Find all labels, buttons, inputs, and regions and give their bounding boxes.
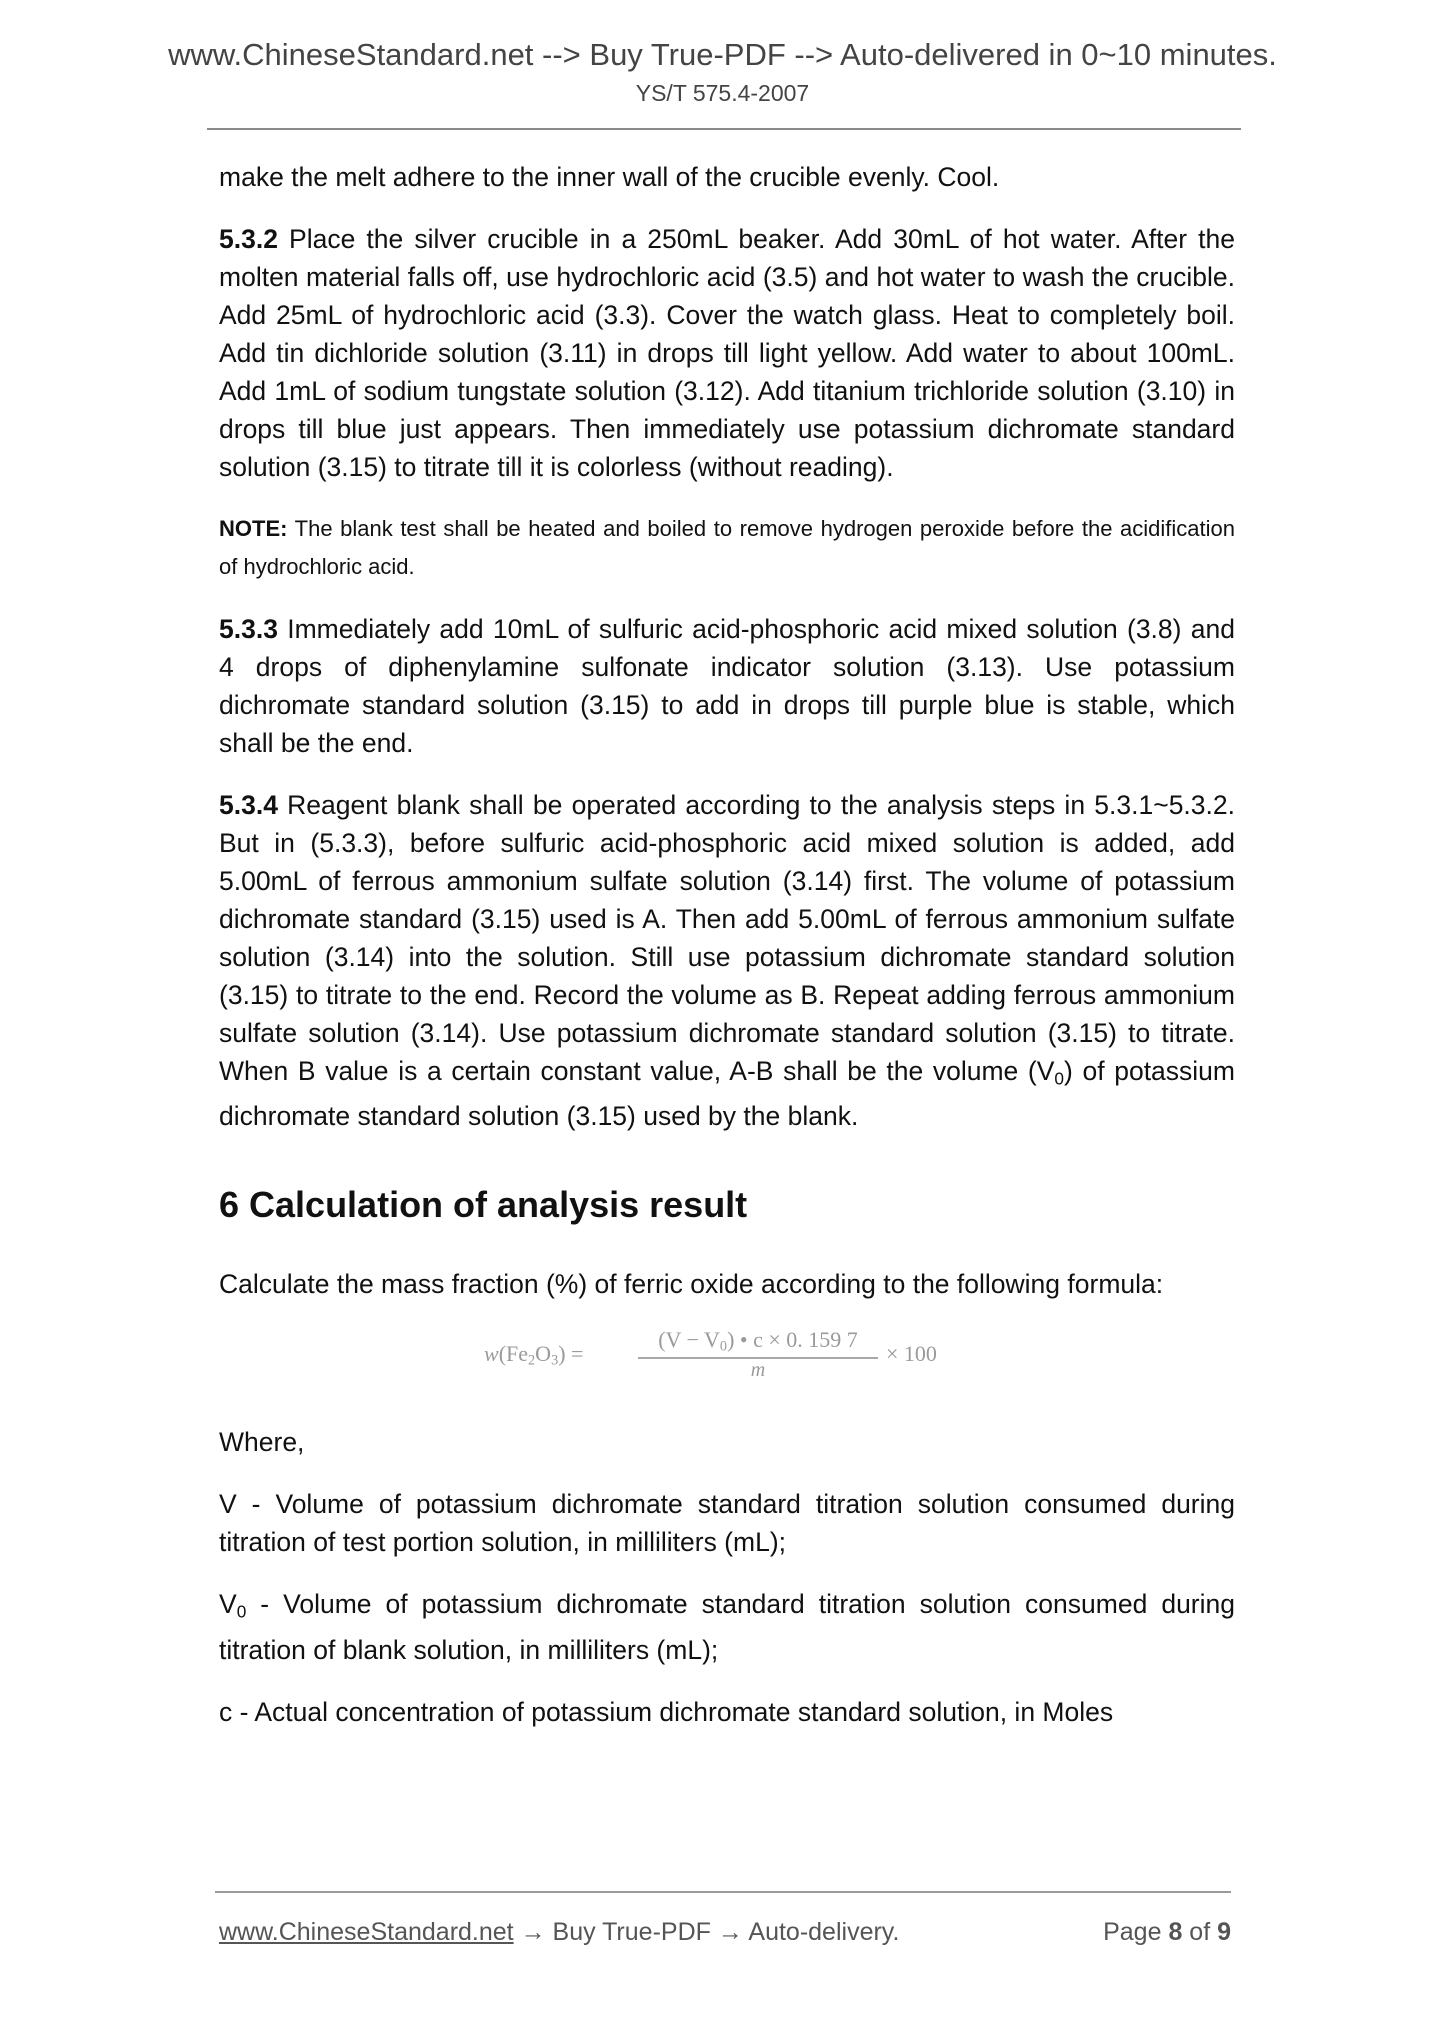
clause-number: 5.3.3 <box>219 614 278 644</box>
standard-code: YS/T 575.4-2007 <box>635 80 810 106</box>
formula-text: ) • c × 0. 159 7 <box>727 1327 858 1353</box>
clause-text: Immediately add 10mL of sulfuric acid-phosphoric acid mixed solution (3.8) and 4 drops of diphenylamine sulfonate indicator solution (3.13). Use potassium dichromate standard solution (3.15) to add in drops till purple blue is stable, which shall be the end. <box>219 614 1235 758</box>
definition-symbol: c <box>219 1696 233 1727</box>
footer-promo <box>219 1918 899 1947</box>
section-heading: 6 Calculation of analysis result <box>219 1184 748 1226</box>
formula-image <box>219 1327 1235 1383</box>
clause-number: 5.3.2 <box>219 224 278 254</box>
formula-denominator: m <box>750 1358 766 1381</box>
clause-number: 5.3.4 <box>219 790 278 820</box>
clause-text: Reagent blank shall be operated according to the analysis steps in 5.3.1~5.3.2. But in (5.3.3), before sulfuric acid-phosphoric acid mixed solution is added, add 5.00mL of ferrous ammonium sulfate solution (3.14) first. The volume of potassium dichromate standard (3.15) used is A. Then add 5.00mL of ferrous ammonium sulfate solution (3.14) into the solution. Still use potassium dichromate standard solution (3.15) to titrate to the end. Record the volume as B. Repeat adding ferrous ammonium sulfate solution (3.14). Use potassium dichromate standard solution (3.15) to titrate. When B value is a certain constant value, A-B shall be the volume (V <box>219 790 1235 1086</box>
definition-symbol: V <box>219 1589 237 1620</box>
definition-text: - Actual concentration of potassium dichromate standard solution, in Moles <box>232 1696 1114 1727</box>
formula-rhs: × 100 <box>886 1341 937 1367</box>
formula-text: O <box>535 1341 552 1367</box>
note-text: The blank test shall be heated and boiled to remove hydrogen peroxide before the acidification of hydrochloric acid. <box>219 516 1235 579</box>
page-label: Page <box>1103 1918 1169 1946</box>
formula-intro <box>219 1265 1235 1303</box>
footer-site-link[interactable]: www.ChineseStandard.net <box>219 1918 514 1946</box>
page-total: 9 <box>1217 1918 1231 1946</box>
formula-lhs <box>484 1341 583 1370</box>
page-current: 8 <box>1168 1918 1183 1946</box>
definition-text: - Volume of potassium dichromate standard titration solution consumed during titration of test portion solution, in milliliters (mL); <box>219 1489 1235 1558</box>
formula-text: (Fe <box>498 1341 529 1367</box>
formula-numerator <box>638 1327 878 1359</box>
footer-divider <box>215 1891 1231 1893</box>
note-paragraph <box>219 510 1235 586</box>
formula-fraction <box>638 1327 878 1382</box>
definition-item <box>219 1585 1235 1668</box>
page-indicator <box>1103 1918 1231 1947</box>
header-divider <box>207 128 1241 130</box>
clause-5-3-4 <box>219 786 1235 1135</box>
definition-symbol: V <box>219 1489 237 1520</box>
clause-text-cont: ) of potassium dichromate standard solution (3.15) used by the blank. <box>219 1056 1235 1132</box>
formula-sub: 2 <box>528 1352 536 1369</box>
document-body <box>219 158 1235 1755</box>
formula-text: (V − V <box>658 1327 720 1353</box>
formula-text: ) = <box>558 1341 584 1367</box>
formula-sub: 3 <box>551 1352 559 1369</box>
paragraph-text: make the melt adhere to the inner wall of the crucible evenly. Cool. <box>219 162 1000 192</box>
footer-promo-text: → Buy True-PDF → Auto-delivery. <box>513 1918 900 1946</box>
header-banner: www.ChineseStandard.net --> Buy True-PDF --> Auto-delivered in 0~10 minutes. <box>168 37 1277 72</box>
definition-text: - Volume of potassium dichromate standard titration solution consumed during titration of blank solution, in milliliters (mL); <box>219 1589 1235 1665</box>
subscript: 0 <box>236 1601 247 1622</box>
clause-text: Place the silver crucible in a 250mL beaker. Add 30mL of hot water. After the molten material falls off, use hydrochloric acid (3.5) and hot water to wash the crucible. Add 25mL of hydrochloric acid (3.3). Cover the watch glass. Heat to completely boil. Add tin dichloride solution (3.11) in drops till light yellow. Add water to about 100mL. Add 1mL of sodium tungstate solution (3.12). Add titanium trichloride solution (3.10) in drops till blue just appears. Then immediately use potassium dichromate standard solution (3.15) to titrate till it is colorless (without reading). <box>219 224 1235 482</box>
clause-5-3-3 <box>219 610 1235 762</box>
page-of-label: of <box>1182 1918 1218 1946</box>
definition-item <box>219 1693 1235 1731</box>
formula-sub: 0 <box>719 1338 728 1355</box>
footer <box>219 1918 1231 1947</box>
continuation-paragraph <box>219 158 1235 196</box>
note-label: NOTE: <box>219 516 288 541</box>
where-label <box>219 1423 1235 1461</box>
paragraph-text: Where, <box>219 1427 305 1458</box>
formula-symbol: w <box>484 1341 499 1367</box>
clause-5-3-2 <box>219 220 1235 486</box>
definition-item <box>219 1485 1235 1561</box>
subscript: 0 <box>1054 1068 1064 1089</box>
paragraph-text: Calculate the mass fraction (%) of ferric oxide according to the following formula: <box>219 1269 1164 1300</box>
